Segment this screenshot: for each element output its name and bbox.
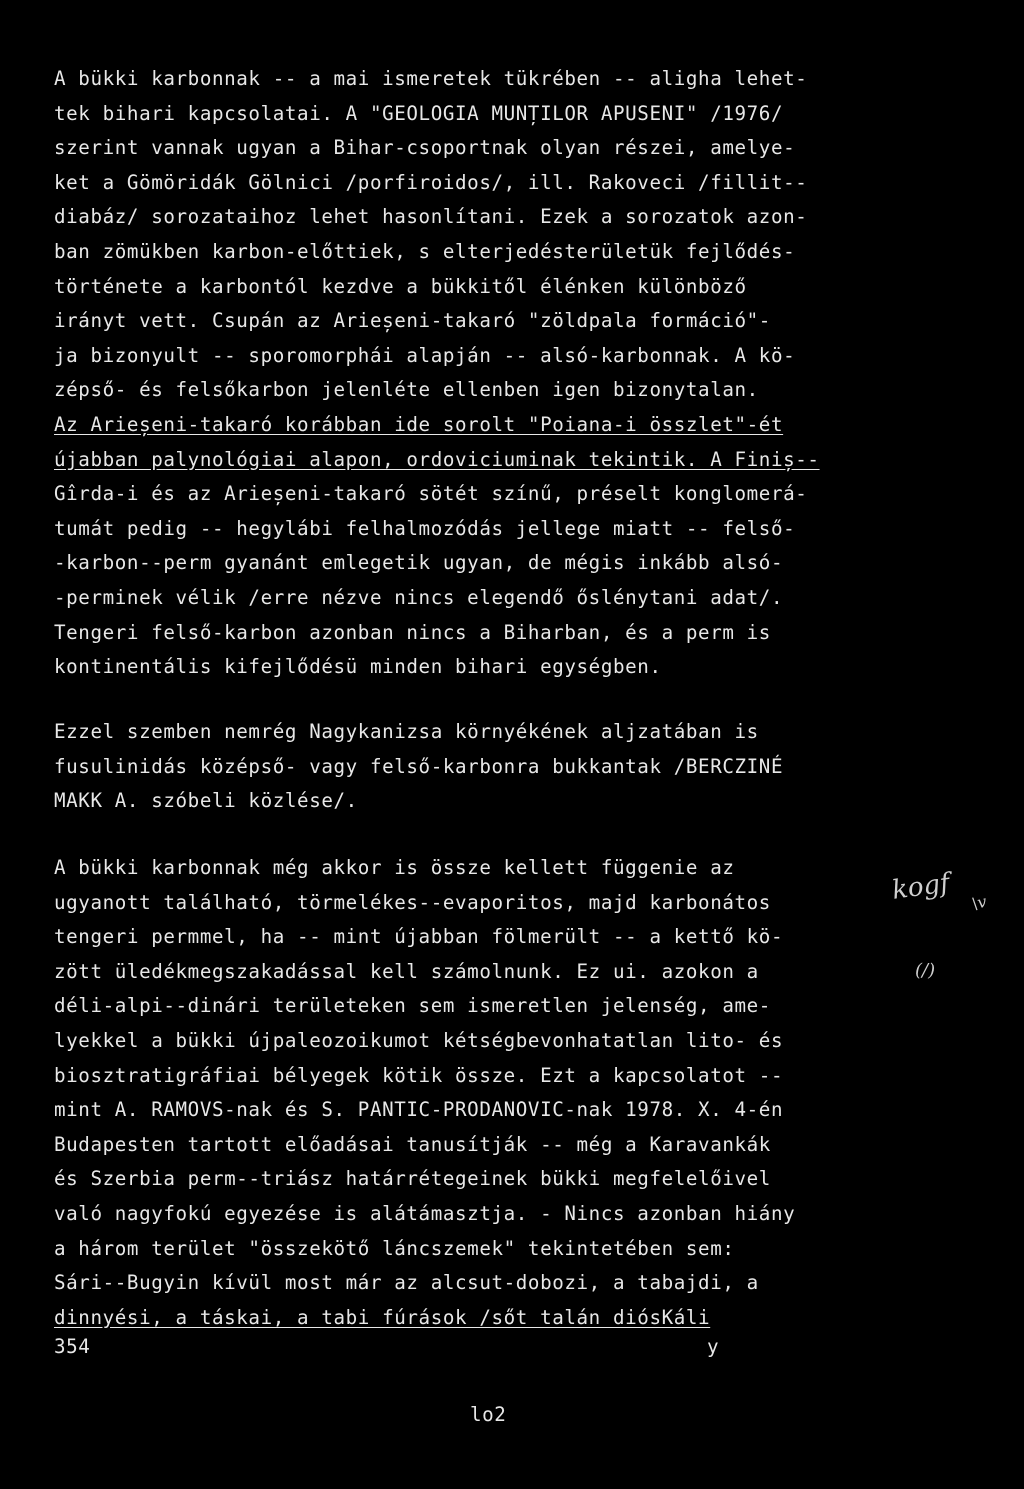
text-line: Sári--Bugyin kívül most már az alcsut-dobozi, a tabajdi, a xyxy=(54,1271,759,1295)
text-line-underlined: újabban palynológiai alapon, ordoviciuminak tekintik. A Finiș-- xyxy=(54,447,820,471)
text-line-underlined: Az Arieșeni-takaró korábban ide sorolt "Poiana-i összlet"-ét xyxy=(54,412,784,436)
text-line: Ezzel szemben nemrég Nagykanizsa környékének aljzatában is xyxy=(54,720,759,743)
text-line: története a karbontól kezdve a bükkitől élénken különböző xyxy=(54,274,747,298)
text-line: tengeri permmel, ha -- mint újabban fölmerült -- a kettő kö- xyxy=(54,925,784,949)
text-line: A bükki karbonnak még akkor is össze kellett függenie az xyxy=(54,856,735,879)
text-line: ket a Gömöridák Gölnici /porfiroidos/, ill. Rakoveci /fillit-- xyxy=(54,170,808,194)
text-line: tek bihari kapcsolatai. A "GEOLOGIA MUNȚILOR APUSENI" /1976/ xyxy=(54,101,784,125)
handwritten-margin-note: kogf xyxy=(890,868,952,906)
text-line: diabáz/ sorozataihoz lehet hasonlítani. Ezek a sorozatok azon- xyxy=(54,205,808,229)
text-line: való nagyfokú egyezése is alátámasztja. - Nincs azonban hiány xyxy=(54,1201,796,1225)
text-line: ja bizonyult -- sporomorphái alapján -- alsó-karbonnak. A kö- xyxy=(54,343,796,367)
handwritten-mark: y xyxy=(707,1335,719,1358)
paragraph-bukki-perm xyxy=(54,851,954,1335)
text-line: déli-alpi--dinári területeken sem ismeretlen jelenség, ame- xyxy=(54,994,771,1018)
text-line: biosztratigráfiai bélyegek kötik össze. Ezt a kapcsolatot -- xyxy=(54,1063,784,1087)
text-line: Tengeri felső-karbon azonban nincs a Biharban, és a perm is xyxy=(54,620,771,644)
handwritten-margin-note: (/) xyxy=(915,960,936,981)
paragraph-nagykanizsa xyxy=(54,715,954,819)
text-line: ugyanott található, törmelékes--evaporitos, majd karbonátos xyxy=(54,890,771,914)
text-line: és Szerbia perm--triász határrétegeinek bükki megfelelőivel xyxy=(54,1167,771,1191)
handwritten-margin-note: \v xyxy=(970,891,989,914)
text-line: szerint vannak ugyan a Bihar-csoportnak olyan részei, amelye- xyxy=(54,136,796,160)
text-line: tumát pedig -- hegylábi felhalmozódás jellege miatt -- felső- xyxy=(54,516,796,540)
text-line-underlined: dinnyési, a táskai, a tabi fúrások /sőt talán diósKáli xyxy=(54,1305,711,1329)
paragraph-karbon-bihar xyxy=(54,62,954,685)
text-line: a három terület "összekötő láncszemek" tekintetében sem: xyxy=(54,1236,735,1260)
footer-page-number: lo2 xyxy=(470,1403,507,1426)
text-line: irányt vett. Csupán az Arieșeni-takaró "zöldpala formáció"- xyxy=(54,309,771,333)
text-line: mint A. RAMOVS-nak és S. PANTIC-PRODANOVIC-nak 1978. X. 4-én xyxy=(54,1098,784,1122)
text-line: zépső- és felsőkarbon jelenléte ellenben igen bizonytalan. xyxy=(54,378,759,402)
text-line: zött üledékmegszakadással kell számolnunk. Ez ui. azokon a xyxy=(54,959,759,983)
text-line: -karbon--perm gyanánt emlegetik ugyan, de mégis inkább alsó- xyxy=(54,551,784,575)
text-line: kontinentális kifejlődésü minden bihari egységben. xyxy=(54,655,662,679)
text-line: Budapesten tartott előadásai tanusítják -- még a Karavankák xyxy=(54,1132,771,1156)
text-line: MAKK A. szóbeli közlése/. xyxy=(54,789,358,813)
page-number-left: 354 xyxy=(54,1335,91,1358)
text-line: fusulinidás középső- vagy felső-karbonra bukkantak /BERCZINÉ xyxy=(54,754,784,778)
text-line: ban zömükben karbon-előttiek, s elterjedésterületük fejlődés- xyxy=(54,239,796,263)
text-line: -perminek vélik /erre nézve nincs elegendő őslénytani adat/. xyxy=(54,585,784,609)
text-line: A bükki karbonnak -- a mai ismeretek tükrében -- aligha lehet- xyxy=(54,67,808,90)
text-line: lyekkel a bükki újpaleozoikumot kétségbevonhatatlan lito- és xyxy=(54,1028,784,1052)
text-line: Gîrda-i és az Arieșeni-takaró sötét színű, préselt konglomerá- xyxy=(54,482,808,506)
